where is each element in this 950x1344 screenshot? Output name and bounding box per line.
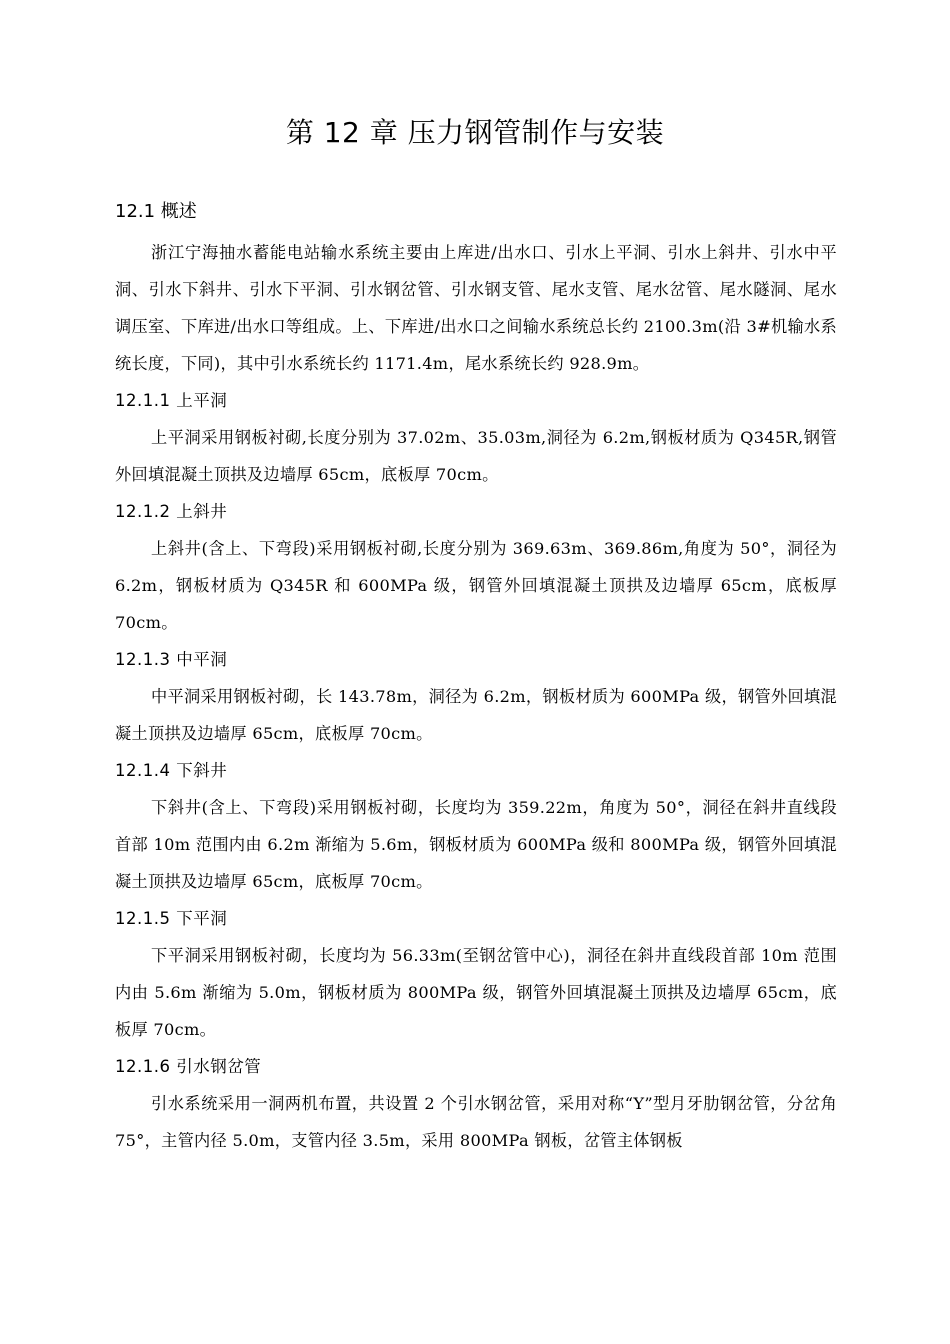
subsection-paragraph: 下斜井(含上、下弯段)采用钢板衬砌，长度均为 359.22m，角度为 50°，洞径在斜井直线段首部 10m 范围内由 6.2m 渐缩为 5.6m，钢板材质为 600MPa 级和 800MPa 级，钢管外回填混凝土顶拱及边墙厚 65cm，底板厚 70cm。 [115,798,837,891]
document-body [115,234,837,1159]
chapter-title: 第 12 章 压力钢管制作与安装 [285,116,665,149]
subsection-heading: 12.1.4 下斜井 [115,761,228,780]
subsection-heading: 12.1.6 引水钢岔管 [115,1057,262,1076]
intro-paragraph: 浙江宁海抽水蓄能电站输水系统主要由上库进/出水口、引水上平洞、引水上斜井、引水中平洞、引水下斜井、引水下平洞、引水钢岔管、引水钢支管、尾水支管、尾水岔管、尾水隧洞、尾水调压室、下库进/出水口等组成。上、下库进/出水口之间输水系统总长约 2100.3m(沿 3#机输水系统长度，下同)，其中引水系统长约 1171.4m，尾水系统长约 928.9m。 [115,243,837,373]
subsection-heading: 12.1.2 上斜井 [115,502,228,521]
subsection-paragraph: 中平洞采用钢板衬砌，长 143.78m，洞径为 6.2m，钢板材质为 600MPa 级，钢管外回填混凝土顶拱及边墙厚 65cm，底板厚 70cm。 [115,687,837,743]
subsection-paragraph: 上斜井(含上、下弯段)采用钢板衬砌,长度分别为 369.63m、369.86m,角度为 50°，洞径为 6.2m，钢板材质为 Q345R 和 600MPa 级，钢管外回填混凝土顶拱及边墙厚 65cm，底板厚 70cm。 [115,539,837,632]
subsection-heading: 12.1.3 中平洞 [115,650,228,669]
subsection-heading: 12.1.5 下平洞 [115,909,228,928]
subsection-paragraph: 下平洞采用钢板衬砌，长度均为 56.33m(至钢岔管中心)，洞径在斜井直线段首部 10m 范围内由 5.6m 渐缩为 5.0m，钢板材质为 800MPa 级，钢管外回填混凝土顶拱及边墙厚 65cm，底板厚 70cm。 [115,946,837,1039]
subsection-paragraph: 上平洞采用钢板衬砌,长度分别为 37.02m、35.03m,洞径为 6.2m,钢板材质为 Q345R,钢管外回填混凝土顶拱及边墙厚 65cm，底板厚 70cm。 [115,428,837,484]
subsection-paragraph: 引水系统采用一洞两机布置，共设置 2 个引水钢岔管，采用对称“Y”型月牙肋钢岔管，分岔角 75°，主管内径 5.0m，支管内径 3.5m，采用 800MPa 钢板，岔管主体钢板 [115,1094,837,1150]
subsection-heading: 12.1.1 上平洞 [115,391,228,410]
section-heading: 12.1 概述 [115,201,197,222]
